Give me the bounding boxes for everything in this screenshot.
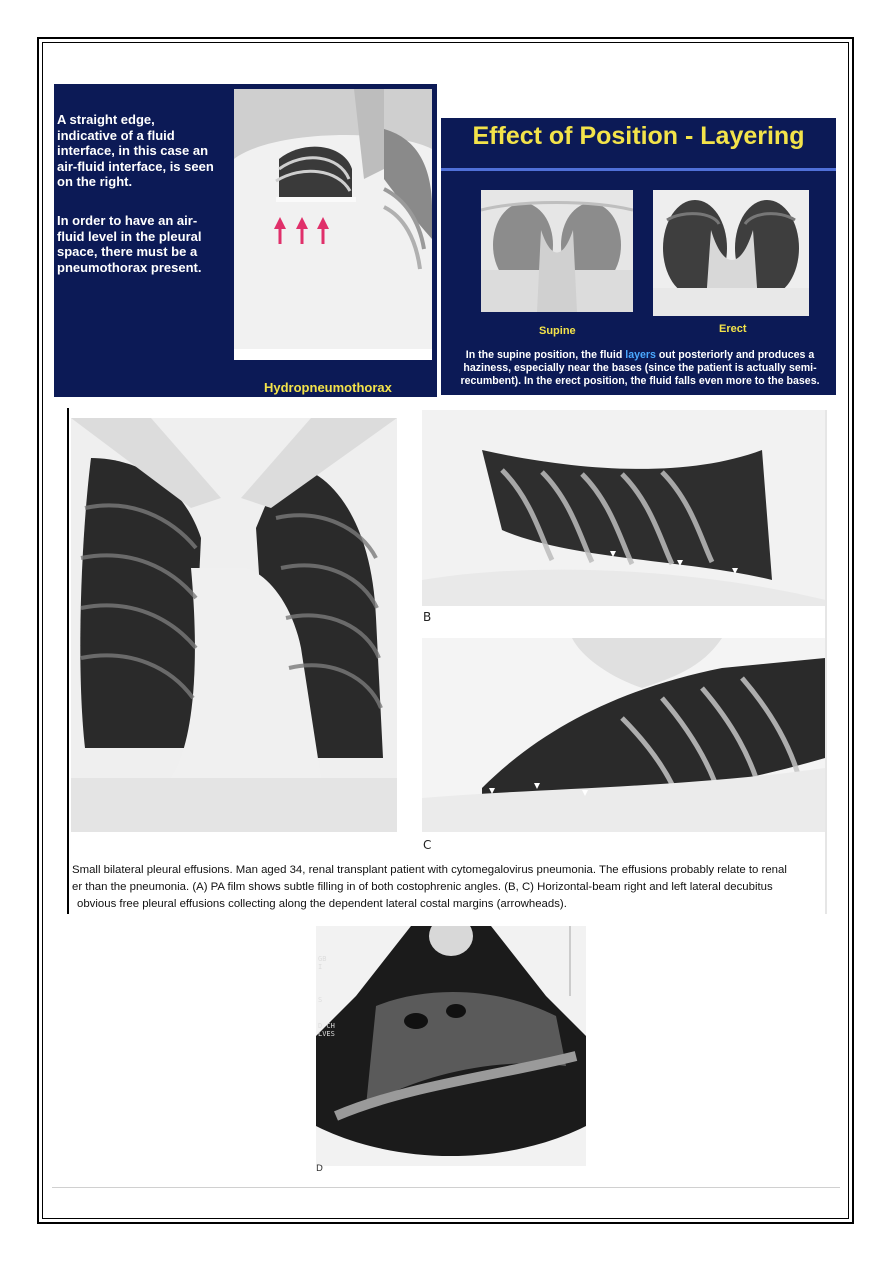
- description-paragraph-2: In order to have an air-fluid level in the pleural space, there must be a pneumothorax present.: [57, 212, 202, 275]
- chest-xray-erect: [653, 190, 809, 316]
- us-label-i: I: [318, 963, 323, 971]
- label-erect: Erect: [719, 323, 747, 335]
- chest-xray-supine: [481, 190, 633, 312]
- footer-divider: [52, 1187, 840, 1188]
- label-supine: Supine: [539, 325, 576, 337]
- us-label-gb: GB: [318, 955, 327, 963]
- caption-line-1: Small bilateral pleural effusions. Man aged 34, renal transplant patient with cytomegalovirus pneumonia. The effusions probably relate to renal: [72, 864, 787, 876]
- figure-right-edge: [825, 410, 827, 914]
- slide-description: [57, 112, 217, 298]
- panel-label-b: B: [423, 610, 432, 624]
- effect-of-position-slide: [441, 118, 836, 395]
- decubitus-xray-c: [422, 638, 825, 832]
- panel-label-d: D: [316, 1164, 323, 1174]
- us-label-dch: D CH: [318, 1022, 335, 1030]
- caption-line-3: obvious free pleural effusions collecting along the dependent lateral costal margins (arrowheads).: [77, 898, 567, 910]
- figure-caption: [72, 862, 832, 913]
- us-label-s: S: [318, 996, 323, 1004]
- description-paragraph-1: A straight edge, indicative of a fluid interface, in this case an air-fluid interface, is seen on the right.: [57, 112, 214, 190]
- caption-line-2: er than the pneumonia. (A) PA film shows subtle filling in of both costophrenic angles. (B, C) Horizontal-beam right and left lateral decubitus: [72, 881, 773, 893]
- chest-xray-hydropneumothorax: [234, 89, 432, 360]
- explanation-highlight: layers: [625, 349, 656, 361]
- panel-label-c: C: [423, 838, 432, 852]
- decubitus-xray-b: [422, 410, 826, 606]
- slide-caption: Hydropneumothorax: [264, 380, 392, 395]
- hydropneumothorax-slide: [54, 84, 437, 397]
- explanation-text-start: In the supine position, the fluid: [465, 349, 626, 361]
- chest-xray-pa-film: [71, 418, 397, 832]
- us-label-lves: LVES: [318, 1030, 335, 1038]
- figure-left-rule: [67, 408, 69, 914]
- title-divider: [441, 168, 836, 171]
- slide-explanation: [447, 349, 833, 388]
- explanation-text-end: out posteriorly and produces a haziness, especially near the bases (since the patient is actually semi-recumbent). In the erect position, the fluid falls even more to the bases.: [460, 349, 820, 387]
- slide-title: Effect of Position - Layering: [472, 122, 805, 150]
- ultrasound-image: [316, 926, 586, 1166]
